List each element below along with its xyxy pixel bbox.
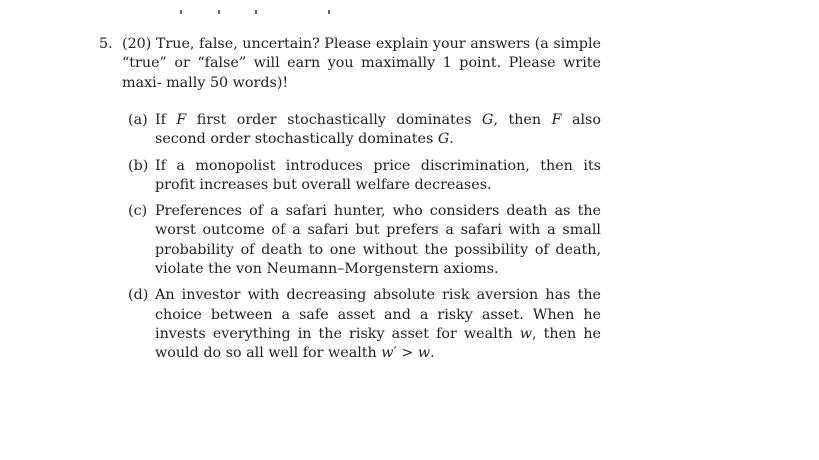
part-c [128, 202, 601, 279]
part-label: (c) [128, 203, 148, 220]
text-segment: Preferences of a safari hunter, who considers death as the worst outcome of a safari but prefers a safari with a small probability of death to one without the possibility of death, violate the von Neumann–Morgenstern axioms. [155, 203, 601, 278]
part-b [128, 157, 601, 196]
math-variable: w [519, 325, 532, 342]
part-label: (d) [128, 287, 149, 304]
cutoff-text-remnant [180, 10, 340, 16]
part-text [155, 157, 601, 196]
math-variable: G [482, 112, 494, 128]
text-segment: If [155, 112, 177, 128]
part-d [128, 286, 601, 363]
text-segment: If a monopolist introduces price discrimination, then its profit increases but overall welfare decreases. [155, 157, 601, 193]
part-label: (b) [128, 157, 149, 174]
math-variable: F [176, 112, 187, 128]
part-text [155, 111, 601, 150]
text-segment: An investor with decreasing absolute risk aversion has the choice between a safe asset and a risky asset. When he invests everything in the risky asset for wealth [155, 287, 601, 342]
math-variable: F [551, 112, 562, 128]
question-parts [128, 111, 601, 371]
text-segment: . [449, 131, 454, 148]
text-segment: also second order stochastically dominates [155, 112, 601, 148]
part-label: (a) [128, 112, 148, 128]
text-segment: , then he would do so all well for wealth [155, 325, 601, 362]
question-5 [99, 35, 601, 93]
question-prompt: (20) True, false, uncertain? Please explain your answers (a simple “true” or “false” will earn you maximally 1 point. Please write maxi- mally 50 words)! [122, 36, 601, 91]
math-variable: G [437, 131, 450, 148]
part-a [128, 111, 601, 150]
question-number: 5. [99, 36, 113, 52]
text-segment: , then [493, 112, 552, 128]
math-variable: w′ > w [381, 345, 431, 362]
part-text [155, 286, 601, 363]
text-segment: first order stochastically dominates [186, 112, 483, 128]
part-text [155, 202, 601, 279]
text-segment: . [430, 345, 435, 362]
